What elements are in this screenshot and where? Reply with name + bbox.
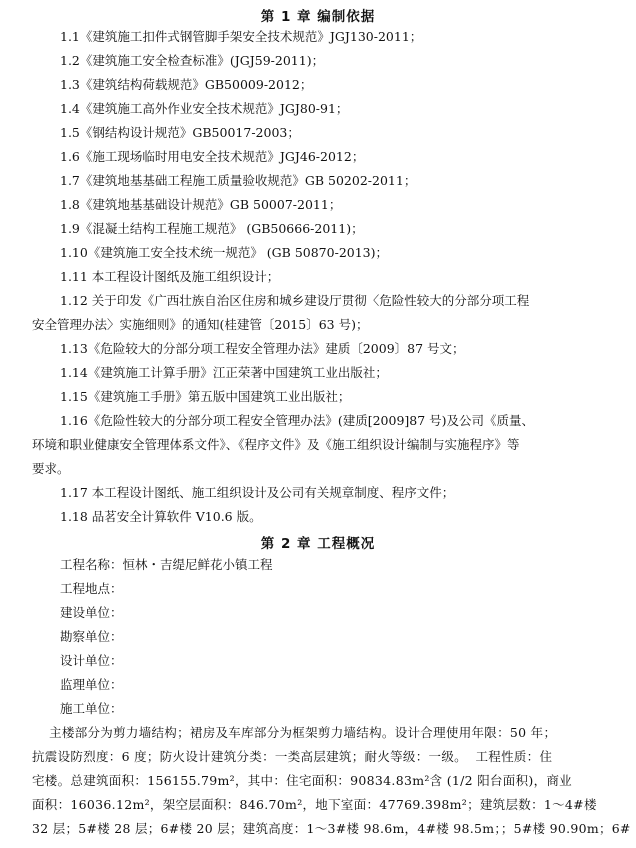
basis-item-1-14: 1.14《建筑施工计算手册》江正荣著中国建筑工业出版社；: [60, 365, 388, 380]
basis-item-1-2: 1.2《建筑施工安全检查标准》(JGJ59-2011)；: [60, 53, 325, 68]
basis-item-1-3: 1.3《建筑结构荷载规范》GB50009-2012；: [60, 77, 313, 92]
project-name: 工程名称：恒林・吉缇尼鲜花小镇工程: [60, 557, 273, 572]
field-supervision-unit: 监理单位：: [60, 677, 123, 692]
overview-line-2: 抗震设防烈度：6 度；防火设计建筑分类：一类高层建筑；耐火等级：一级。 工程性质：住: [32, 749, 553, 764]
chapter2-title: 第 2 章 工程概况: [260, 536, 376, 552]
basis-item-1-13: 1.13《危险较大的分部分项工程安全管理办法》建质〔2009〕87 号文；: [60, 341, 465, 356]
basis-item-1-16-line1: 1.16《危险性较大的分部分项工程安全管理办法》(建质[2009]87 号)及公司《质量、: [60, 413, 535, 428]
basis-item-1-5: 1.5《钢结构设计规范》GB50017-2003；: [60, 125, 300, 140]
overview-line-4: 面积：16036.12m²，架空层面积：846.70m²，地下室面：47769.398m²；建筑层数：1～4#楼: [32, 797, 597, 812]
overview-line-3: 宅楼。总建筑面积：156155.79m²，其中：住宅面积：90834.83m²含 (1/2 阳台面积)，商业: [32, 773, 572, 788]
chapter1-title: 第 1 章 编制依据: [260, 9, 376, 25]
basis-item-1-16-line2: 环境和职业健康安全管理体系文件》、《程序文件》及《施工组织设计编制与实施程序》等: [32, 437, 520, 452]
basis-item-1-11: 1.11 本工程设计图纸及施工组织设计；: [60, 269, 280, 284]
overview-line-5: 32 层；5#楼 28 层；6#楼 20 层；建筑高度：1～3#楼 98.6m，4#楼 98.5m；；5#楼 90.90m；6#: [32, 821, 631, 836]
field-design-unit: 设计单位：: [60, 653, 123, 668]
basis-item-1-10: 1.10《建筑施工安全技术统一规范》 (GB 50870-2013)；: [60, 245, 389, 260]
basis-item-1-12-line1: 1.12 关于印发《广西壮族自治区住房和城乡建设厅贯彻〈危险性较大的分部分项工程: [60, 293, 530, 308]
field-survey-unit: 勘察单位：: [60, 629, 123, 644]
basis-item-1-17: 1.17 本工程设计图纸、施工组织设计及公司有关规章制度、程序文件；: [60, 485, 455, 500]
basis-item-1-18: 1.18 品茗安全计算软件 V10.6 版。: [60, 509, 262, 524]
basis-item-1-6: 1.6《施工现场临时用电安全技术规范》JGJ46-2012；: [60, 149, 365, 164]
basis-item-1-4: 1.4《建筑施工高外作业安全技术规范》JGJ80-91；: [60, 101, 349, 116]
overview-line-1: 主楼部分为剪力墙结构；裙房及车库部分为框架剪力墙结构。设计合理使用年限：50 年；: [32, 725, 557, 740]
basis-item-1-8: 1.8《建筑地基基础设计规范》GB 50007-2011；: [60, 197, 342, 212]
basis-item-1-1: 1.1《建筑施工扣件式钢管脚手架安全技术规范》JGJ130-2011；: [60, 29, 423, 44]
basis-item-1-9: 1.9《混凝土结构工程施工规范》 (GB50666-2011)；: [60, 221, 364, 236]
basis-item-1-15: 1.15《建筑施工手册》第五版中国建筑工业出版社；: [60, 389, 351, 404]
field-contractor-unit: 施工单位：: [60, 701, 123, 716]
basis-item-1-16-line3: 要求。: [32, 461, 70, 476]
basis-item-1-12-line2: 安全管理办法〉实施细则》的通知(桂建管〔2015〕63 号)；: [32, 317, 369, 332]
field-project-location: 工程地点：: [60, 581, 123, 596]
basis-item-1-7: 1.7《建筑地基基础工程施工质量验收规范》GB 50202-2011；: [60, 173, 417, 188]
field-construction-unit: 建设单位：: [60, 605, 123, 620]
